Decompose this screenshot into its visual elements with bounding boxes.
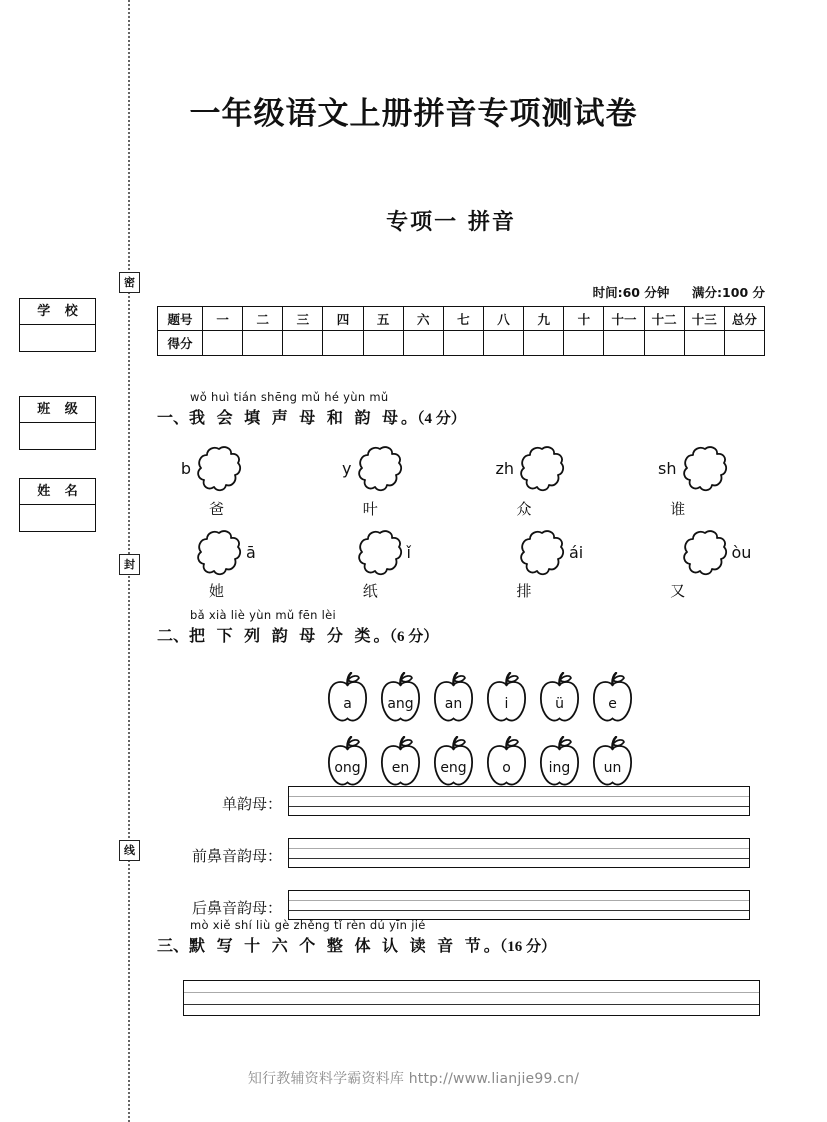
grid-line [289, 900, 749, 901]
apple-final-card[interactable] [587, 736, 638, 788]
table-header-cell: 十 [564, 307, 604, 331]
answer-grid-back-nasal-finals[interactable] [288, 890, 750, 920]
flower-slot [157, 444, 287, 494]
answer-grid-question-3[interactable] [183, 980, 760, 1016]
question-3-text: 默 写 十 六 个 整 体 认 读 音 节 [189, 936, 484, 955]
table-score-cell[interactable] [483, 331, 523, 356]
apple-final-card[interactable] [534, 672, 585, 724]
flower-slot [610, 444, 773, 494]
example-character: 又 [670, 582, 686, 600]
final-letter: ǐ [406, 543, 411, 562]
table-score-cell[interactable] [564, 331, 604, 356]
question-3-period: 。 [483, 936, 500, 955]
grid-line [289, 858, 749, 859]
apple-final-label: o [502, 760, 511, 776]
table-header-cell: 十一 [604, 307, 644, 331]
flower-outline-icon [518, 446, 566, 492]
final-letter: òu [731, 543, 752, 562]
question-3-number: 三、 [157, 936, 190, 955]
question-2-title [157, 623, 772, 646]
time-limit-label: 时间:60 分钟 [592, 285, 670, 300]
table-header-cell: 九 [524, 307, 564, 331]
question-2-pinyin: bǎ xià liè yùn mǔ fēn lèi [190, 608, 337, 622]
question-1-flower-row-1 [157, 444, 772, 494]
answer-grid-single-finals[interactable] [288, 786, 750, 816]
student-info-name [19, 478, 96, 532]
answer-grid-front-nasal-finals[interactable] [288, 838, 750, 868]
page-subtitle: 专项一 拼音 [386, 210, 516, 235]
table-row-question-numbers [158, 307, 765, 331]
flower-slot [287, 528, 448, 578]
apple-final-label: eng [440, 760, 467, 776]
flower-outline-icon [195, 530, 243, 576]
question-1-title [157, 405, 772, 428]
flower-slot [287, 444, 448, 494]
apple-final-card[interactable] [481, 672, 532, 724]
question-3-points: （16 分） [499, 939, 557, 955]
question-2-period: 。 [373, 626, 390, 645]
flower-outline-icon [681, 446, 729, 492]
table-score-cell[interactable] [323, 331, 363, 356]
question-2-apple-row-1 [322, 672, 638, 724]
apple-final-label: a [343, 696, 352, 712]
example-character: 众 [516, 500, 532, 518]
apple-final-card[interactable] [587, 672, 638, 724]
table-header-cell: 三 [283, 307, 323, 331]
final-letter: ái [569, 543, 584, 562]
table-score-label: 得分 [158, 331, 203, 356]
table-score-cell[interactable] [684, 331, 724, 356]
table-row-scores [158, 331, 765, 356]
apple-final-label: ang [387, 696, 414, 712]
initial-letter: b [180, 459, 191, 478]
flower-outline-icon [195, 446, 243, 492]
apple-final-card[interactable] [375, 672, 426, 724]
table-score-cell[interactable] [403, 331, 443, 356]
example-character: 爸 [209, 500, 225, 518]
apple-final-card[interactable] [428, 736, 479, 788]
seal-mark-xian: 线 [119, 840, 140, 861]
question-1-points: （4 分） [417, 411, 466, 427]
question-1-number: 一、 [157, 408, 190, 427]
table-score-cell[interactable] [724, 331, 764, 356]
question-1-period: 。 [401, 408, 418, 427]
example-character: 纸 [362, 582, 378, 600]
final-letter: ā [246, 543, 256, 562]
table-score-cell[interactable] [604, 331, 644, 356]
table-header-cell: 十二 [644, 307, 684, 331]
table-score-cell[interactable] [243, 331, 283, 356]
question-1-flower-row-2 [157, 528, 772, 578]
table-score-cell[interactable] [283, 331, 323, 356]
apple-final-label: un [603, 760, 622, 776]
question-2-number: 二、 [157, 626, 190, 645]
question-3-pinyin: mò xiě shí liù gè zhěng tǐ rèn dú yīn jié [190, 918, 426, 932]
footer-watermark: 知行教辅资料学霸资料库 http://www.lianjie99.cn/ [247, 1071, 580, 1087]
question-3-heading [157, 918, 772, 956]
apple-final-card[interactable] [481, 736, 532, 788]
question-1-char-row-1 [157, 498, 772, 519]
apple-final-label: e [608, 696, 617, 712]
flower-outline-icon [681, 530, 729, 576]
student-info-class [19, 396, 96, 450]
class-input[interactable] [20, 423, 95, 449]
exam-meta [593, 283, 765, 301]
question-3-title [157, 933, 772, 956]
answer-label-back-nasal-finals: 后鼻音韵母： [191, 899, 282, 917]
name-input[interactable] [20, 505, 95, 531]
full-score-label: 满分:100 分 [692, 285, 765, 300]
grid-line [289, 806, 749, 807]
flower-slot [610, 528, 773, 578]
example-character: 排 [516, 582, 532, 600]
table-header-cell: 五 [363, 307, 403, 331]
question-1-char-row-2 [157, 580, 772, 601]
grid-line [184, 992, 759, 993]
student-info-school [19, 298, 96, 352]
question-2-text: 把 下 列 韵 母 分 类 [189, 626, 374, 645]
flower-slot [447, 444, 610, 494]
seal-mark-feng: 封 [119, 554, 140, 575]
flower-outline-icon [518, 530, 566, 576]
question-2-points: （6 分） [389, 629, 439, 645]
apple-final-card[interactable] [375, 736, 426, 788]
question-1-heading [157, 390, 772, 428]
school-label: 学 校 [20, 299, 95, 325]
initial-letter: zh [495, 459, 514, 478]
initial-letter: sh [658, 459, 677, 478]
grid-line [289, 848, 749, 849]
class-label: 班 级 [20, 397, 95, 423]
grid-line [184, 1004, 759, 1005]
example-character: 谁 [670, 500, 686, 518]
table-score-cell[interactable] [203, 331, 243, 356]
table-score-cell[interactable] [524, 331, 564, 356]
apple-final-label: ong [334, 760, 361, 776]
table-header-cell: 一 [203, 307, 243, 331]
apple-final-card[interactable] [322, 736, 373, 788]
table-score-cell[interactable] [363, 331, 403, 356]
table-score-cell[interactable] [443, 331, 483, 356]
answer-label-single-finals: 单韵母： [221, 795, 282, 813]
table-header-cell: 总分 [724, 307, 764, 331]
example-character: 她 [209, 582, 225, 600]
question-1-text: 我 会 填 声 母 和 韵 母 [189, 408, 402, 427]
flower-outline-icon [356, 530, 404, 576]
page-title: 一年级语文上册拼音专项测试卷 [189, 96, 638, 132]
table-header-label: 题号 [158, 307, 203, 331]
score-table [157, 306, 765, 356]
question-1-pinyin: wǒ huì tián shēng mǔ hé yùn mǔ [190, 390, 389, 404]
grid-line [289, 910, 749, 911]
apple-final-card[interactable] [322, 672, 373, 724]
table-header-cell: 六 [403, 307, 443, 331]
apple-final-label: i [504, 696, 509, 712]
apple-final-label: an [444, 696, 463, 712]
answer-label-front-nasal-finals: 前鼻音韵母： [191, 847, 282, 865]
apple-final-label: ü [555, 696, 564, 712]
flower-outline-icon [356, 446, 404, 492]
table-header-cell: 八 [483, 307, 523, 331]
apple-final-card[interactable] [428, 672, 479, 724]
apple-final-label: ing [548, 760, 571, 776]
table-header-cell: 七 [443, 307, 483, 331]
table-header-cell: 二 [243, 307, 283, 331]
apple-final-card[interactable] [534, 736, 585, 788]
question-2-apple-row-2 [322, 736, 638, 788]
seal-mark-mi: 密 [119, 272, 140, 293]
initial-letter: y [342, 459, 352, 478]
question-2-heading [157, 608, 772, 646]
table-header-cell: 十三 [684, 307, 724, 331]
name-label: 姓 名 [20, 479, 95, 505]
apple-final-label: en [391, 760, 410, 776]
school-input[interactable] [20, 325, 95, 351]
example-character: 叶 [362, 500, 378, 518]
table-header-cell: 四 [323, 307, 363, 331]
grid-line [289, 796, 749, 797]
table-score-cell[interactable] [644, 331, 684, 356]
flower-slot [447, 528, 610, 578]
flower-slot [157, 528, 287, 578]
